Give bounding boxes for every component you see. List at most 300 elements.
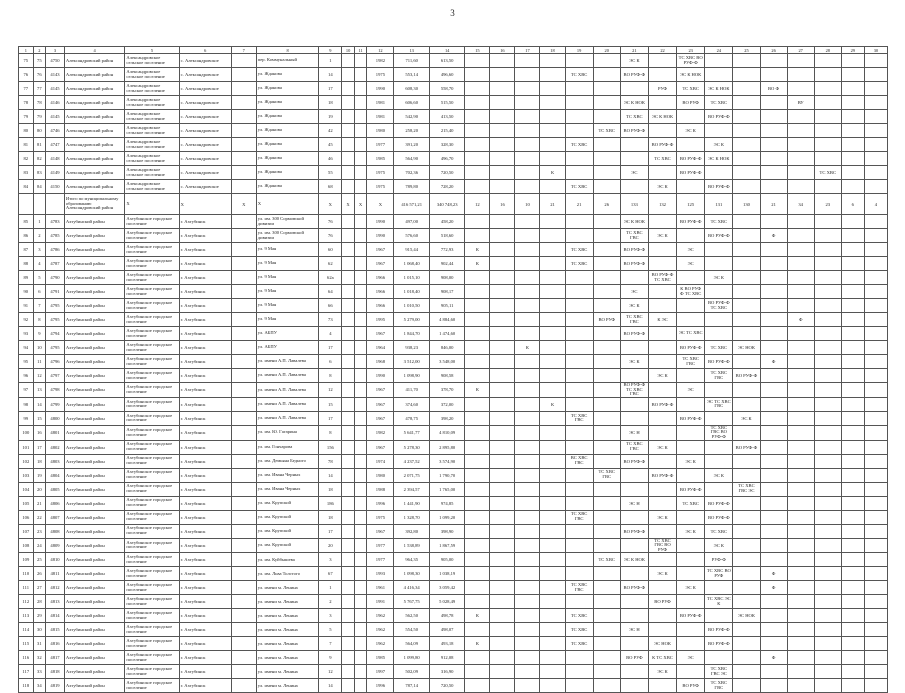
table-cell [841, 54, 864, 68]
table-cell [490, 510, 515, 524]
table-cell [787, 440, 814, 454]
table-cell [465, 110, 490, 124]
table-cell [342, 425, 355, 440]
table-cell [515, 553, 540, 567]
table-cell: с. Александровское [179, 152, 231, 166]
table-cell: 4798 [46, 383, 65, 398]
table-cell: 4150 [46, 180, 65, 194]
table-cell [565, 271, 593, 285]
table-cell [540, 229, 565, 243]
table-cell [841, 510, 864, 524]
table-cell [490, 180, 515, 194]
table-cell [620, 271, 648, 285]
table-cell: г. Ахтубинск [179, 313, 231, 327]
table-cell: 496,70 [429, 152, 464, 166]
table-cell: 17 [319, 341, 342, 355]
header-cell: 30 [864, 47, 887, 54]
table-cell [342, 313, 355, 327]
table-row [19, 510, 888, 524]
table-row [19, 383, 888, 398]
table-cell [677, 538, 705, 553]
table-cell: Ахтубинский район [64, 538, 125, 553]
table-cell [677, 369, 705, 383]
table-cell: ТС ХВС ГВС ЭС [705, 665, 733, 679]
table-cell: 938,23 [394, 341, 429, 355]
table-cell: 4795 [46, 299, 65, 313]
table-cell [705, 440, 733, 454]
table-cell: 4815 [46, 623, 65, 637]
table-cell: 1 018,40 [394, 285, 429, 299]
table-cell: г. Ахтубинск [179, 440, 231, 454]
table-cell: 1991 [367, 595, 394, 609]
table-cell [648, 679, 676, 693]
table-cell: 1995 [367, 313, 394, 327]
table-cell: ТС ХВС ГВС [620, 440, 648, 454]
table-cell: г. Ахтубинск [179, 524, 231, 538]
table-cell: Александровское сельское поселение [125, 138, 179, 152]
table-cell: ВО РУФ-Ф [620, 327, 648, 341]
table-cell: с. Александровское [179, 54, 231, 68]
table-cell: 964,35 [394, 553, 429, 567]
table-cell [490, 54, 515, 68]
table-cell [733, 383, 760, 398]
table-cell: 82 [33, 152, 46, 166]
table-cell: ТС ХВС [705, 524, 733, 538]
table-cell: 82 [19, 152, 34, 166]
table-cell [733, 454, 760, 468]
table-cell [620, 369, 648, 383]
table-cell: Ахтубинский район [64, 665, 125, 679]
table-cell [593, 609, 620, 623]
table-cell [648, 166, 676, 180]
table-cell: 974,85 [429, 496, 464, 510]
table-cell [515, 355, 540, 369]
table-cell [565, 166, 593, 180]
table-cell [760, 454, 787, 468]
table-row [19, 243, 888, 257]
table-cell: г. Ахтубинск [179, 468, 231, 482]
table-cell: ул. им. Льва Толстого [256, 567, 319, 581]
table-cell [354, 243, 367, 257]
table-cell [342, 679, 355, 693]
table-cell [354, 425, 367, 440]
table-cell: К [540, 166, 565, 180]
table-row [19, 68, 888, 82]
table-row [19, 581, 888, 595]
table-row [19, 397, 888, 411]
table-cell [593, 166, 620, 180]
table-cell: Александровский район [64, 82, 125, 96]
table-cell [593, 96, 620, 110]
table-cell [593, 229, 620, 243]
table-cell [841, 166, 864, 180]
header-row [19, 47, 888, 54]
table-cell [354, 152, 367, 166]
table-cell: 4143 [46, 68, 65, 82]
table-cell [565, 229, 593, 243]
table-cell [620, 468, 648, 482]
table-cell [864, 665, 887, 679]
table-cell [490, 609, 515, 623]
table-cell [342, 327, 355, 341]
table-cell [787, 454, 814, 468]
table-cell: ЭС К [705, 468, 733, 482]
table-cell: 83 [33, 166, 46, 180]
table-cell [787, 496, 814, 510]
table-cell: ВО РУФ-Ф [705, 623, 733, 637]
table-cell [760, 383, 787, 398]
table-cell [540, 425, 565, 440]
table-cell [677, 665, 705, 679]
table-cell: 1967 [367, 524, 394, 538]
table-cell [864, 257, 887, 271]
table-cell: ВС ХВС ГВС [565, 454, 593, 468]
table-cell [515, 285, 540, 299]
table-cell [705, 482, 733, 496]
header-cell: 21 [620, 47, 648, 54]
table-cell [354, 581, 367, 595]
table-cell [565, 538, 593, 553]
table-cell [490, 369, 515, 383]
table-cell: ул. имени А.П. Лавалева [256, 383, 319, 398]
table-cell [705, 54, 733, 68]
table-cell: 84 [33, 180, 46, 194]
table-cell: 553,14 [394, 68, 429, 82]
table-cell: 1 068,40 [394, 257, 429, 271]
table-cell: 31 [33, 637, 46, 651]
table-cell: ВО РУФ-Ф [620, 68, 648, 82]
table-cell: 4 884,60 [429, 313, 464, 327]
table-cell [864, 229, 887, 243]
table-row [19, 425, 888, 440]
table-cell: 1 098,90 [394, 369, 429, 383]
table-cell [705, 285, 733, 299]
table-cell: ул. Жданова [256, 166, 319, 180]
table-cell [354, 257, 367, 271]
table-cell: 1980 [367, 124, 394, 138]
table-cell [787, 166, 814, 180]
table-cell: ВО РУФ-Ф [705, 637, 733, 651]
header-cell: 7 [231, 47, 256, 54]
table-cell [593, 538, 620, 553]
table-cell: ВО РУФ [593, 313, 620, 327]
table-cell: 2 [319, 595, 342, 609]
table-cell [593, 54, 620, 68]
table-cell: 4808 [46, 524, 65, 538]
table-cell [540, 595, 565, 609]
table-cell: ВО РУФ-Ф [677, 482, 705, 496]
table-cell [787, 138, 814, 152]
table-cell [760, 243, 787, 257]
table-cell: ВО РУФ-Ф [677, 609, 705, 623]
table-cell: 905,11 [429, 299, 464, 313]
table-cell: 96 [19, 369, 34, 383]
table-cell: 772,93 [429, 243, 464, 257]
table-cell [841, 524, 864, 538]
table-cell [342, 567, 355, 581]
table-cell [677, 299, 705, 313]
table-row [19, 271, 888, 285]
table-cell: ул. 9 Мая [256, 299, 319, 313]
table-cell [565, 567, 593, 581]
table-cell [814, 299, 841, 313]
table-cell [515, 482, 540, 496]
table-cell [593, 651, 620, 665]
table-cell: Ахтубинское городское поселение [125, 313, 179, 327]
table-cell [465, 271, 490, 285]
table-cell [342, 397, 355, 411]
table-cell: 1993 [367, 567, 394, 581]
table-cell [490, 468, 515, 482]
table-cell: Ахтубинский район [64, 679, 125, 693]
table-cell: 5 278,30 [394, 440, 429, 454]
table-cell: X [367, 194, 394, 215]
table-cell [231, 524, 256, 538]
table-cell: 92 [19, 313, 34, 327]
summary-row [19, 194, 888, 215]
table-cell [814, 651, 841, 665]
table-cell [787, 327, 814, 341]
table-cell [593, 82, 620, 96]
table-cell: Ахтубинское городское поселение [125, 425, 179, 440]
table-cell: ТС ХВС ГВС [705, 679, 733, 693]
table-cell [841, 496, 864, 510]
table-cell: 1988 [367, 482, 394, 496]
table-cell: 789,80 [394, 180, 429, 194]
table-cell [231, 54, 256, 68]
table-cell: ул. АБПУ [256, 341, 319, 355]
table-cell [515, 243, 540, 257]
table-cell [515, 609, 540, 623]
table-cell [354, 124, 367, 138]
data-table [18, 46, 888, 693]
table-cell: 1962 [367, 637, 394, 651]
table-cell [354, 411, 367, 425]
table-cell: 392,80 [394, 524, 429, 538]
table-cell: 81 [33, 138, 46, 152]
table-cell: Ахтубинский район [64, 285, 125, 299]
table-row [19, 637, 888, 651]
table-cell: К ЭС [648, 313, 676, 327]
table-cell [540, 299, 565, 313]
table-cell [841, 538, 864, 553]
table-cell [733, 510, 760, 524]
table-cell: ВО РУФ-Ф [705, 110, 733, 124]
table-cell [760, 468, 787, 482]
table-cell: ТС ХВС ГВС [620, 229, 648, 243]
table-cell [814, 538, 841, 553]
table-cell: 1964 [367, 341, 394, 355]
table-cell: 19 [319, 110, 342, 124]
table-cell: 4814 [46, 609, 65, 623]
table-cell: г. Ахтубинск [179, 538, 231, 553]
table-cell: 2 [33, 229, 46, 243]
table-cell: X [125, 194, 179, 215]
table-cell: ЭС [677, 651, 705, 665]
table-cell: 7 [33, 299, 46, 313]
table-cell [490, 411, 515, 425]
table-cell: 108 [19, 538, 34, 553]
table-cell: 17 [319, 411, 342, 425]
table-row [19, 595, 888, 609]
table-cell [705, 383, 733, 398]
table-cell [565, 482, 593, 496]
header-cell: 22 [648, 47, 676, 54]
table-cell [540, 82, 565, 96]
table-cell [760, 166, 787, 180]
table-cell: ТС ХВС [565, 257, 593, 271]
table-cell: Ахтубинский район [64, 271, 125, 285]
table-cell: Александровский район [64, 110, 125, 124]
table-cell: X [256, 194, 319, 215]
table-cell [733, 166, 760, 180]
table-cell: 46 [319, 152, 342, 166]
table-cell: 4 [33, 257, 46, 271]
table-cell [841, 397, 864, 411]
table-cell: 21 [33, 496, 46, 510]
table-cell: г. Ахтубинск [179, 243, 231, 257]
table-cell [465, 425, 490, 440]
table-cell [677, 110, 705, 124]
table-cell [593, 271, 620, 285]
table-cell [787, 180, 814, 194]
table-cell [733, 538, 760, 553]
table-cell: 17 [319, 524, 342, 538]
table-cell [354, 327, 367, 341]
table-cell: 905,00 [429, 553, 464, 567]
table-row [19, 369, 888, 383]
table-cell: Александровское сельское поселение [125, 96, 179, 110]
table-cell [814, 679, 841, 693]
table-row [19, 138, 888, 152]
table-cell: 372,00 [429, 397, 464, 411]
table-cell [490, 496, 515, 510]
table-cell: РУФ [648, 82, 676, 96]
table-cell [760, 496, 787, 510]
table-cell: 8 [319, 425, 342, 440]
table-cell: 67 [319, 567, 342, 581]
table-cell [231, 229, 256, 243]
table-cell: Итого по муниципальному образованию Александровский район [64, 194, 125, 215]
table-cell [565, 524, 593, 538]
table-cell [540, 180, 565, 194]
table-cell: 1 038,19 [429, 567, 464, 581]
table-cell [677, 623, 705, 637]
table-cell: 411,70 [394, 383, 429, 398]
table-cell [565, 355, 593, 369]
table-cell: Ахтубинское городское поселение [125, 271, 179, 285]
header-cell: 12 [367, 47, 394, 54]
table-cell: ВО РУФ-Ф [620, 581, 648, 595]
table-cell: ЭС К [648, 440, 676, 454]
table-cell: 398,90 [429, 524, 464, 538]
table-cell [593, 496, 620, 510]
table-cell [231, 397, 256, 411]
table-cell: ул. Жданова [256, 152, 319, 166]
table-cell: 493,18 [429, 637, 464, 651]
table-cell [648, 454, 676, 468]
table-row [19, 679, 888, 693]
table-cell [677, 271, 705, 285]
table-cell [760, 313, 787, 327]
table-cell [540, 243, 565, 257]
table-cell [354, 609, 367, 623]
table-cell [841, 341, 864, 355]
table-cell [787, 215, 814, 229]
page-number: 3 [450, 8, 455, 18]
table-cell: ТС ХВС ГВС [565, 581, 593, 595]
table-cell: 902,44 [429, 257, 464, 271]
table-cell [342, 665, 355, 679]
header-cell: 20 [593, 47, 620, 54]
table-cell [565, 595, 593, 609]
table-cell: 4 237,52 [394, 454, 429, 468]
table-cell: 20 [319, 538, 342, 553]
table-cell: ВО РУФ-Ф [677, 341, 705, 355]
table-cell: ул. 9 Мая [256, 313, 319, 327]
table-cell: Ахтубинский район [64, 299, 125, 313]
table-cell: г. Ахтубинск [179, 229, 231, 243]
table-cell: г. Ахтубинск [179, 665, 231, 679]
table-cell [354, 138, 367, 152]
table-cell: Ф [760, 229, 787, 243]
table-cell: 915,44 [394, 243, 429, 257]
table-cell: 4811 [46, 567, 65, 581]
header-cell: 5 [125, 47, 179, 54]
table-cell: ВО РУФ-Ф [705, 355, 733, 369]
table-row [19, 524, 888, 538]
table-cell [760, 623, 787, 637]
table-cell: 4747 [46, 138, 65, 152]
table-cell: Александровский район [64, 68, 125, 82]
table-cell [231, 166, 256, 180]
table-cell: 4750 [46, 54, 65, 68]
table-cell [841, 425, 864, 440]
table-cell: Ахтубинский район [64, 468, 125, 482]
table-cell [231, 285, 256, 299]
table-cell: 15 [33, 411, 46, 425]
table-cell [465, 124, 490, 138]
table-cell [593, 68, 620, 82]
header-cell: 26 [760, 47, 787, 54]
table-cell [760, 341, 787, 355]
table-cell [540, 355, 565, 369]
table-cell: 498,78 [429, 609, 464, 623]
table-cell [565, 440, 593, 454]
table-cell: ул. им. Крупской [256, 524, 319, 538]
table-cell [540, 510, 565, 524]
table-cell [787, 299, 814, 313]
table-cell: 908,17 [429, 285, 464, 299]
table-cell: 1 [319, 54, 342, 68]
table-cell: 1961 [367, 581, 394, 595]
table-cell [620, 538, 648, 553]
table-cell: Ахтубинский район [64, 623, 125, 637]
header-cell: 6 [179, 47, 231, 54]
table-cell: ул. Жданова [256, 96, 319, 110]
table-cell [841, 68, 864, 82]
table-cell [864, 524, 887, 538]
table-cell: ВО РУФ-Ф [705, 510, 733, 524]
table-cell [593, 425, 620, 440]
table-cell [540, 215, 565, 229]
table-cell [490, 68, 515, 82]
table-cell [515, 524, 540, 538]
table-cell: ул. имени А.П. Лавалева [256, 397, 319, 411]
table-cell [231, 510, 256, 524]
table-cell [515, 411, 540, 425]
table-cell [733, 313, 760, 327]
